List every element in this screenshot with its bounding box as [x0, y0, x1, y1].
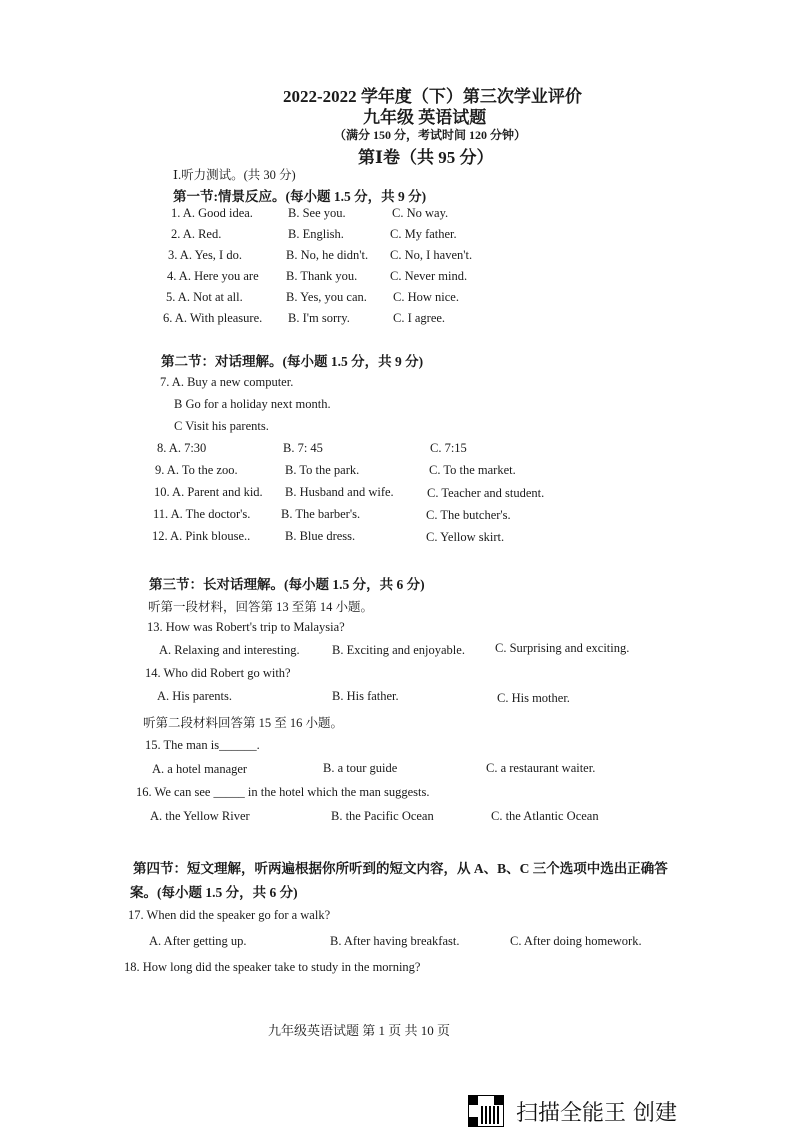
q9-option-b: B. To the park. [285, 463, 360, 477]
q6-option-c: C. I agree. [393, 311, 446, 325]
q8-option-c: C. 7:15 [430, 441, 467, 455]
q17-option-b: B. After having breakfast. [330, 934, 460, 948]
q9-option-a: 9. A. To the zoo. [155, 463, 238, 477]
q1-option-c: C. No way. [392, 206, 449, 220]
q4-option-a: 4. A. Here you are [167, 269, 259, 283]
q12-option-a: 12. A. Pink blouse.. [152, 529, 251, 543]
score-info: （满分 150 分，考试时间 120 分钟） [334, 128, 527, 142]
q10-option-a: 10. A. Parent and kid. [154, 485, 263, 499]
material1-instruction: 听第一段材料，回答第 13 至第 14 小题。 [148, 600, 374, 614]
q14-option-c: C. His mother. [497, 691, 570, 705]
q10-option-c: C. Teacher and student. [427, 486, 545, 500]
q13-option-a: A. Relaxing and interesting. [159, 643, 300, 657]
q1-option-b: B. See you. [288, 206, 346, 220]
sec1-title: 第一节:情景反应。(每小题 1.5 分，共 9 分) [173, 189, 427, 204]
q2-option-a: 2. A. Red. [171, 227, 222, 241]
q2-option-b: B. English. [288, 227, 344, 241]
sec4-title-line2: 案。(每小题 1.5 分，共 6 分) [130, 885, 298, 900]
q11-option-c: C. The butcher's. [426, 508, 511, 522]
q14-stem: 14. Who did Robert go with? [145, 666, 291, 680]
scanner-watermark [468, 1095, 677, 1127]
q16-option-a: A. the Yellow River [150, 809, 250, 823]
q12-option-c: C. Yellow skirt. [426, 530, 505, 544]
q3-option-a: 3. A. Yes, I do. [168, 248, 242, 262]
material2-instruction: 听第二段材料回答第 15 至 16 小题。 [143, 716, 344, 730]
q15-option-b: B. a tour guide [323, 761, 398, 775]
sec3-title: 第三节：长对话理解。(每小题 1.5 分，共 6 分) [149, 577, 425, 592]
q14-option-b: B. His father. [332, 689, 399, 703]
q5-option-c: C. How nice. [393, 290, 459, 304]
volume-title: 第Ⅰ卷（共 95 分） [358, 148, 494, 167]
q14-option-a: A. His parents. [157, 689, 232, 703]
q11-option-a: 11. A. The doctor's. [153, 507, 251, 521]
q18-stem: 18. How long did the speaker take to study in the morning? [124, 960, 421, 974]
q3-option-c: C. No, I haven't. [390, 248, 473, 262]
q15-option-c: C. a restaurant waiter. [486, 761, 596, 775]
q10-option-b: B. Husband and wife. [285, 485, 394, 499]
q17-option-c: C. After doing homework. [510, 934, 642, 948]
q16-option-c: C. the Atlantic Ocean [491, 809, 599, 823]
exam-title: 2022-2022 学年度（下）第三次学业评价 [283, 87, 582, 106]
q12-option-b: B. Blue dress. [285, 529, 356, 543]
q15-option-a: A. a hotel manager [152, 762, 248, 776]
exam-subtitle: 九年级 英语试题 [363, 108, 487, 127]
q2-option-c: C. My father. [390, 227, 457, 241]
q6-option-a: 6. A. With pleasure. [163, 311, 263, 325]
q13-stem: 13. How was Robert's trip to Malaysia? [147, 620, 345, 634]
q8-option-b: B. 7: 45 [283, 441, 323, 455]
scanner-text: 扫描全能王 创建 [516, 1100, 677, 1126]
q5-option-a: 5. A. Not at all. [166, 290, 243, 304]
q13-option-c: C. Surprising and exciting. [495, 641, 630, 655]
q6-option-b: B. I'm sorry. [288, 311, 350, 325]
q15-stem: 15. The man is______. [145, 738, 260, 752]
q17-stem: 17. When did the speaker go for a walk? [128, 908, 331, 922]
sec2-title: 第二节：对话理解。(每小题 1.5 分，共 9 分) [161, 354, 424, 369]
part1-title: Ⅰ.听力测试。(共 30 分) [173, 168, 296, 182]
q16-stem: 16. We can see _____ in the hotel which the man suggests. [136, 785, 430, 799]
q3-option-b: B. No, he didn't. [286, 248, 369, 262]
q13-option-b: B. Exciting and enjoyable. [332, 643, 465, 657]
q17-option-a: A. After getting up. [149, 934, 247, 948]
q5-option-b: B. Yes, you can. [286, 290, 367, 304]
page-footer: 九年级英语试题 第 1 页 共 10 页 [268, 1023, 451, 1038]
q7-option-a: 7. A. Buy a new computer. [160, 375, 294, 389]
q8-option-a: 8. A. 7:30 [157, 441, 207, 455]
qr-code-icon [468, 1095, 504, 1127]
sec4-title-line1: 第四节：短文理解，听两遍根据你所听到的短文内容，从 A、B、C 三个选项中选出正确答 [133, 861, 668, 876]
q4-option-b: B. Thank you. [286, 269, 358, 283]
q4-option-c: C. Never mind. [390, 269, 468, 283]
q7-option-b: B Go for a holiday next month. [174, 397, 331, 411]
q11-option-b: B. The barber's. [281, 507, 361, 521]
q16-option-b: B. the Pacific Ocean [331, 809, 434, 823]
q7-option-c: C Visit his parents. [174, 419, 269, 433]
q9-option-c: C. To the market. [429, 463, 516, 477]
q1-option-a: 1. A. Good idea. [171, 206, 253, 220]
